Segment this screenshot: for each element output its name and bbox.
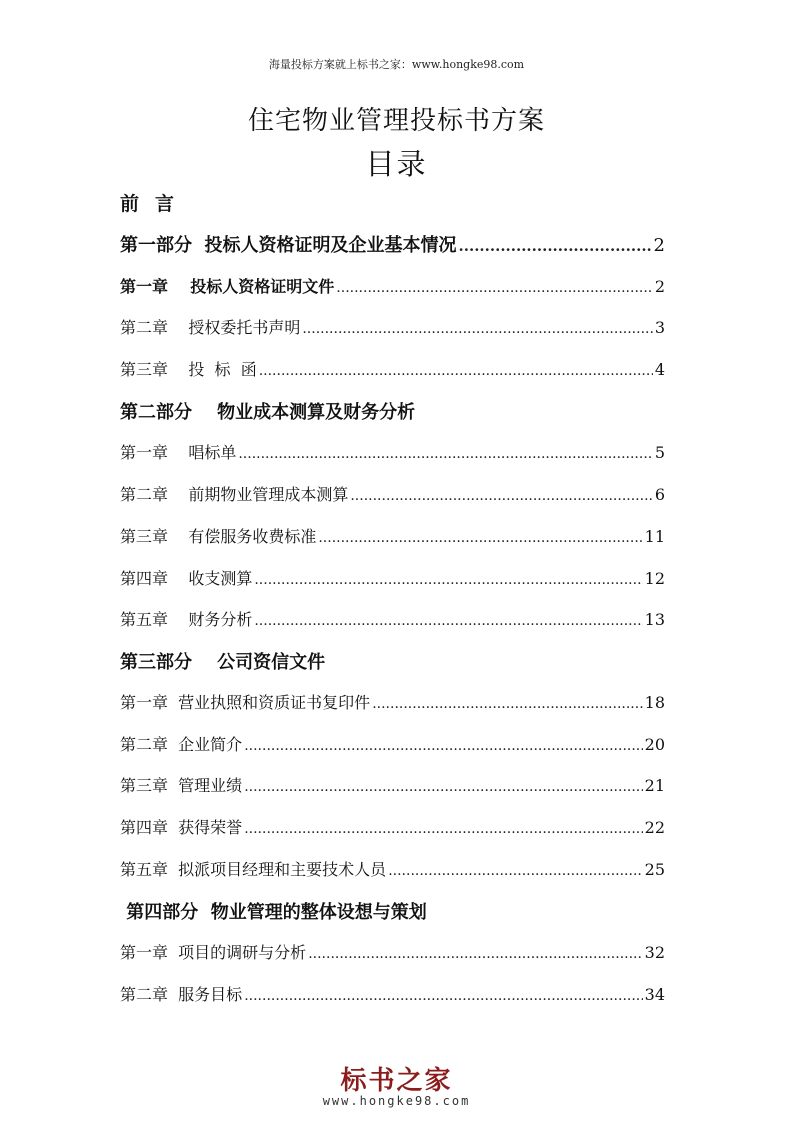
toc-part3-heading[interactable]: 第三部分 公司资信文件 [120,652,326,673]
toc-leader-dots [308,946,642,962]
toc-entry-label: 第四章 获得荣誉 [120,818,243,837]
toc-entry-label: 第四章 收支测算 [120,569,253,588]
toc-leader-dots [244,988,642,1004]
toc-leader-dots [254,613,642,629]
toc-entry-label: 第三章 有偿服务收费标准 [120,527,317,546]
toc-entry-p2c4[interactable] [120,566,665,589]
toc-entry-label: 第三章 投 标 函 [120,360,257,379]
toc-entry-p3c1[interactable] [120,690,665,713]
toc-leader-dots [388,863,642,879]
toc-entry-label: 第一部分 投标人资格证明及企业基本情况 [120,235,457,256]
toc-entry-label: 第一章 项目的调研与分析 [120,943,307,962]
toc-entry-label: 第二章 服务目标 [120,985,243,1004]
toc-entry-page: 25 [644,860,665,879]
document-title: 住宅物业管理投标书方案 [247,106,545,136]
toc-entry-label: 第一章 唱标单 [120,443,237,462]
toc-entry-page: 6 [654,485,665,504]
toc-entry-page: 34 [644,985,665,1004]
toc-entry-p3c4[interactable] [120,815,665,838]
toc-leader-dots [350,488,652,504]
toc-entry-page: 12 [644,569,665,588]
toc-entry-page: 3 [654,318,665,337]
toc-leader-dots [459,237,652,255]
toc-leader-dots [336,280,653,296]
toc-entry-label: 第二章 企业简介 [120,735,243,754]
toc-entry-label: 第五章 拟派项目经理和主要技术人员 [120,860,387,879]
toc-entry-page: 22 [644,818,665,837]
toc-leader-dots [244,738,642,754]
toc-entry-p4c1[interactable] [120,940,665,963]
toc-entry-label: 第三章 管理业绩 [120,776,243,795]
toc-entry-p2c1[interactable] [120,440,665,463]
toc-entry-page: 20 [644,735,665,754]
footer-logo: 标书之家 [340,1066,453,1096]
toc-entry-label: 第五章 财务分析 [120,610,253,629]
toc-entry-p1c1[interactable] [120,274,665,297]
footer-url: www.hongke98.com [322,1094,471,1108]
toc-entry-page: 5 [654,443,665,462]
toc-heading: 目录 [365,147,428,181]
toc-entry-p2c3[interactable] [120,524,665,547]
toc-entry-p3c2[interactable] [120,732,665,755]
toc-leader-dots [244,779,642,795]
toc-leader-dots [318,530,642,546]
preface-char-2: 言 [155,193,175,215]
toc-entry-page: 32 [644,943,665,962]
toc-entry-p2c5[interactable] [120,607,665,630]
preface-char-1: 前 [120,193,140,215]
toc-leader-dots [238,446,652,462]
toc-entry-page: 2 [654,277,665,296]
toc-entry-page: 4 [654,360,665,379]
toc-entry-label: 第二章 前期物业管理成本测算 [120,485,349,504]
toc-entry-label: 第一章 投标人资格证明文件 [120,277,335,296]
toc-leader-dots [302,321,652,337]
toc-leader-dots [244,821,642,837]
toc-entry-part1[interactable] [120,231,665,257]
toc-entry-page: 11 [644,527,665,546]
toc-entry-page: 18 [644,693,665,712]
page-header: 海量投标方案就上标书之家：www.hongke98.com [268,58,525,71]
toc-part2-heading[interactable]: 第二部分 物业成本测算及财务分析 [120,402,416,423]
toc-leader-dots [259,363,653,379]
toc-entry-p3c3[interactable] [120,773,665,796]
toc-entry-p1c3[interactable] [120,357,665,380]
preface-heading [120,189,190,216]
toc-part4-heading[interactable]: 第四部分 物业管理的整体设想与策划 [120,902,427,923]
toc-entry-page: 2 [653,235,665,256]
toc-entry-p2c2[interactable] [120,482,665,505]
toc-leader-dots [254,572,642,588]
toc-entry-label: 第一章 营业执照和资质证书复印件 [120,693,371,712]
toc-entry-label: 第二章 授权委托书声明 [120,318,301,337]
toc-leader-dots [372,696,642,712]
toc-entry-p3c5[interactable] [120,857,665,880]
toc-entry-p4c2[interactable] [120,982,665,1005]
toc-entry-page: 13 [644,610,665,629]
toc-entry-p1c2[interactable] [120,315,665,338]
toc-entry-page: 21 [644,776,665,795]
